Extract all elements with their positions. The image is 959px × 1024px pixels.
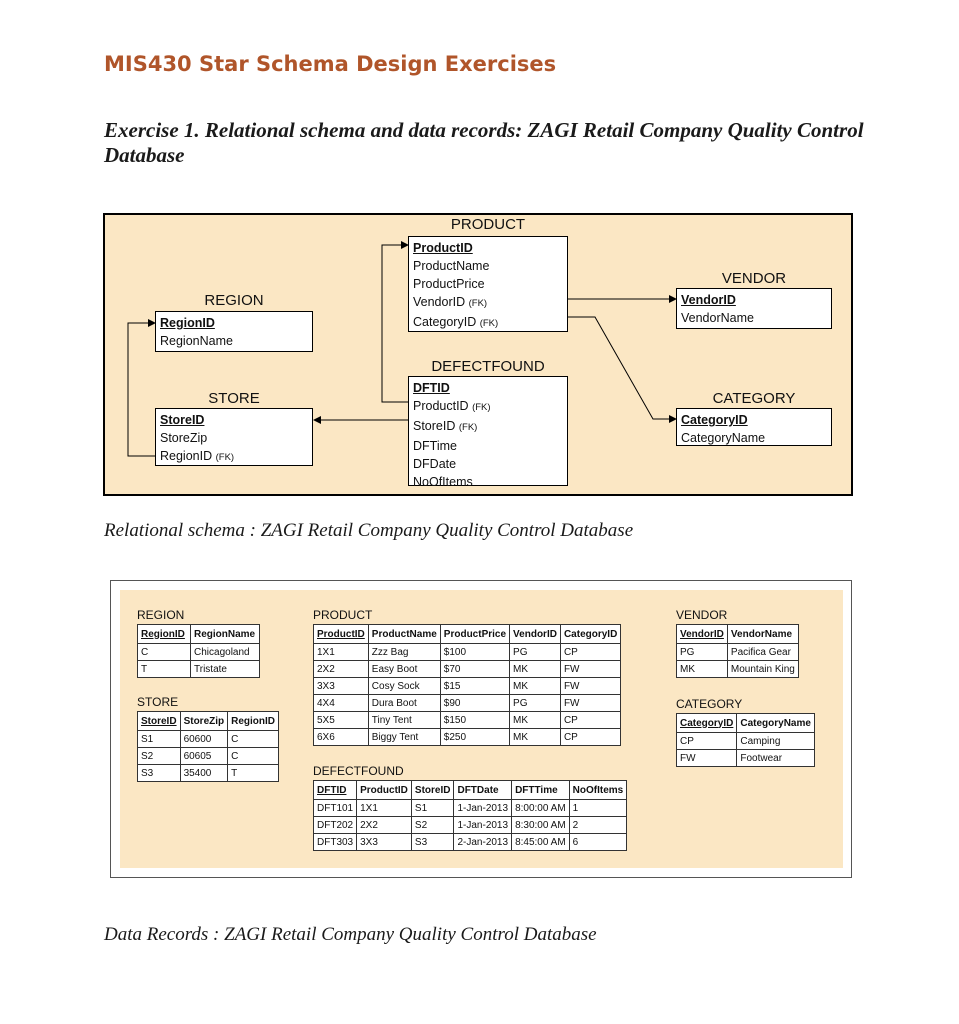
table-row: S1 60600 C bbox=[138, 731, 279, 748]
product-entity-name: PRODUCT bbox=[450, 216, 526, 233]
table-header: ProductID bbox=[314, 625, 369, 644]
defectfound-table-label: DEFECTFOUND bbox=[313, 764, 404, 778]
records-caption: Data Records : ZAGI Retail Company Quality Control Database bbox=[104, 924, 597, 945]
category-attr-categoryname: CategoryName bbox=[681, 431, 766, 445]
defectfound-attr-productid: ProductID (FK) bbox=[413, 399, 491, 413]
store-entity-name: STORE bbox=[208, 390, 260, 407]
category-table bbox=[676, 713, 815, 767]
region-entity bbox=[155, 311, 313, 352]
table-header: CategoryID bbox=[560, 625, 620, 644]
table-header: CategoryName bbox=[737, 714, 815, 733]
table-header: ProductID bbox=[357, 781, 412, 800]
page-title: MIS430 Star Schema Design Exercises bbox=[104, 52, 557, 76]
product-attr-productname: ProductName bbox=[413, 259, 490, 273]
table-header: StoreZip bbox=[180, 712, 228, 731]
table-row: FW Footwear bbox=[677, 750, 815, 767]
table-header: RegionID bbox=[228, 712, 279, 731]
store-table bbox=[137, 711, 279, 782]
table-header: CategoryID bbox=[677, 714, 737, 733]
table-header: VendorID bbox=[677, 625, 728, 644]
table-row: DFT202 2X2 S2 1-Jan-2013 8:30:00 AM 2 bbox=[314, 817, 627, 834]
vendor-table-label: VENDOR bbox=[676, 608, 728, 622]
store-attr-regionid: RegionID (FK) bbox=[160, 449, 235, 463]
defectfound-attr-noofitems: NoOfItems bbox=[413, 475, 473, 489]
table-row: CP Camping bbox=[677, 733, 815, 750]
category-attr-categoryid: CategoryID bbox=[681, 413, 748, 427]
store-attr-storeid: StoreID bbox=[160, 413, 205, 427]
data-records-figure bbox=[110, 580, 852, 878]
region-table-label: REGION bbox=[137, 608, 185, 622]
table-row: 4X4 Dura Boot $90 PG FW bbox=[314, 695, 621, 712]
table-row: DFT303 3X3 S3 2-Jan-2013 8:45:00 AM 6 bbox=[314, 834, 627, 851]
region-entity-name: REGION bbox=[204, 292, 264, 309]
region-table bbox=[137, 624, 260, 678]
defect-to-product-line bbox=[382, 245, 409, 402]
category-entity bbox=[676, 408, 832, 446]
table-row: PG Pacifica Gear bbox=[677, 644, 799, 661]
table-header: StoreID bbox=[138, 712, 181, 731]
region-attr-regionname: RegionName bbox=[160, 334, 233, 348]
region-attr-regionid: RegionID bbox=[160, 316, 215, 330]
defectfound-attr-dfdate: DFDate bbox=[413, 457, 457, 471]
vendor-table bbox=[676, 624, 799, 678]
product-table-label: PRODUCT bbox=[313, 608, 373, 622]
table-row: 5X5 Tiny Tent $150 MK CP bbox=[314, 712, 621, 729]
table-header: RegionID bbox=[138, 625, 191, 644]
category-entity-name: CATEGORY bbox=[712, 390, 796, 407]
table-header: ProductName bbox=[368, 625, 440, 644]
table-header: DFTID bbox=[314, 781, 357, 800]
schema-caption: Relational schema : ZAGI Retail Company Quality Control Database bbox=[104, 520, 634, 541]
product-table bbox=[313, 624, 621, 746]
table-header: DFTDate bbox=[454, 781, 512, 800]
relational-schema-diagram bbox=[103, 213, 853, 496]
product-to-category-line bbox=[567, 317, 676, 419]
vendor-entity-name: VENDOR bbox=[721, 270, 787, 287]
defectfound-attr-storeid: StoreID (FK) bbox=[413, 419, 478, 433]
vendor-attr-vendorid: VendorID bbox=[681, 293, 736, 307]
table-row: DFT101 1X1 S1 1-Jan-2013 8:00:00 AM 1 bbox=[314, 800, 627, 817]
product-entity bbox=[408, 236, 568, 332]
store-attr-storezip: StoreZip bbox=[160, 431, 208, 445]
vendor-entity bbox=[676, 288, 832, 329]
table-row: T Tristate bbox=[138, 661, 260, 678]
table-header: StoreID bbox=[411, 781, 454, 800]
product-attr-categoryid: CategoryID (FK) bbox=[413, 315, 499, 329]
category-table-label: CATEGORY bbox=[676, 697, 743, 711]
store-table-label: STORE bbox=[137, 695, 179, 709]
table-row: 3X3 Cosy Sock $15 MK FW bbox=[314, 678, 621, 695]
table-row: C Chicagoland bbox=[138, 644, 260, 661]
table-header: VendorName bbox=[727, 625, 798, 644]
product-attr-productprice: ProductPrice bbox=[413, 277, 485, 291]
table-header: NoOfItems bbox=[569, 781, 627, 800]
table-row: 1X1 Zzz Bag $100 PG CP bbox=[314, 644, 621, 661]
defectfound-attr-dftid: DFTID bbox=[413, 381, 450, 395]
table-row: 6X6 Biggy Tent $250 MK CP bbox=[314, 729, 621, 746]
store-entity bbox=[155, 408, 313, 466]
data-records-panel bbox=[120, 590, 843, 868]
table-header: RegionName bbox=[191, 625, 260, 644]
table-row: S2 60605 C bbox=[138, 748, 279, 765]
vendor-attr-vendorname: VendorName bbox=[681, 311, 754, 325]
table-header: VendorID bbox=[510, 625, 561, 644]
table-header: DFTTime bbox=[512, 781, 570, 800]
product-attr-productid: ProductID bbox=[413, 241, 473, 255]
table-row: S3 35400 T bbox=[138, 765, 279, 782]
table-header: ProductPrice bbox=[440, 625, 509, 644]
defectfound-table bbox=[313, 780, 627, 851]
product-attr-vendorid: VendorID (FK) bbox=[413, 295, 488, 309]
table-row: MK Mountain King bbox=[677, 661, 799, 678]
defectfound-entity bbox=[408, 376, 568, 489]
defectfound-attr-dftime: DFTime bbox=[413, 439, 457, 453]
table-row: 2X2 Easy Boot $70 MK FW bbox=[314, 661, 621, 678]
defectfound-entity-name: DEFECTFOUND bbox=[431, 358, 545, 375]
exercise-heading: Exercise 1. Relational schema and data records: ZAGI Retail Company Quality Control Database bbox=[104, 118, 864, 167]
store-to-region-line bbox=[128, 323, 157, 456]
